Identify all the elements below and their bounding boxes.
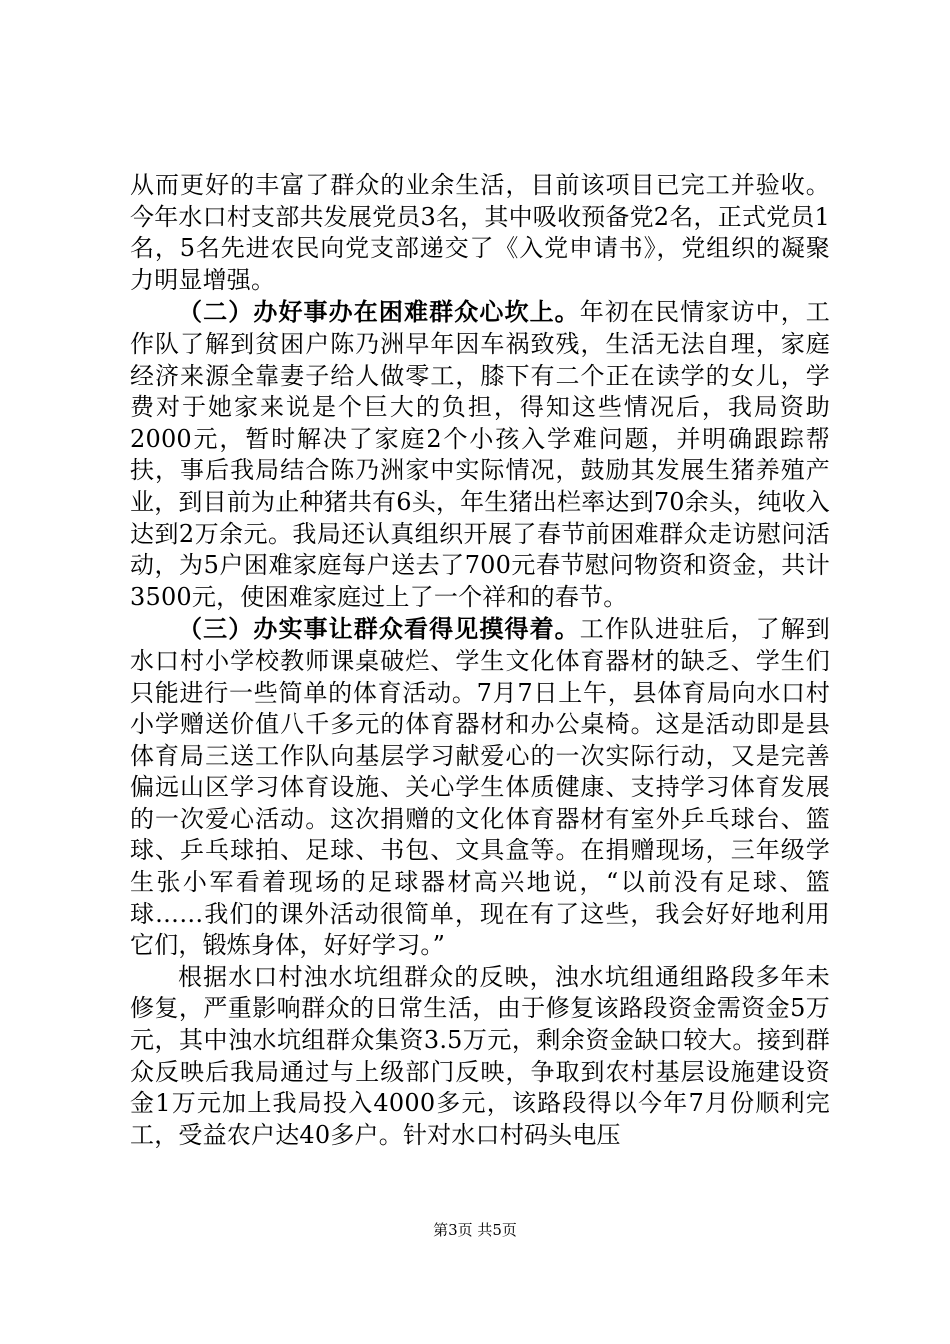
document-body: [130, 170, 830, 1151]
paragraph-2-heading: （二）办好事办在困难群众心坎上。: [178, 297, 580, 327]
paragraph-1-text: 从而更好的丰富了群众的业余生活，目前该项目已完工并验收。今年水口村支部共发展党员3名，其中吸收预备党2名，正式党员1名，5名先进农民向党支部递交了《入党申请书》，党组织的凝聚力明显增强。: [130, 171, 830, 294]
paragraph-3-heading: （三）办实事让群众看得见摸得着。: [178, 614, 580, 644]
paragraph-2: [130, 296, 830, 613]
paragraph-4: [130, 962, 830, 1152]
paragraph-2-text: 年初在民情家访中，工作队了解到贫困户陈乃洲早年因车祸致残，生活无法自理，家庭经济来源全靠妻子给人做零工，膝下有二个正在读学的女儿，学费对于她家来说是个巨大的负担，得知这些情况后，我局资助2000元，暂时解决了家庭2个小孩入学难问题，并明确跟踪帮扶，事后我局结合陈乃洲家中实际情况，鼓励其发展生猪养殖产业，到目前为止种猪共有6头，年生猪出栏率达到70余头，纯收入达到2万余元。我局还认真组织开展了春节前困难群众走访慰问活动，为5户困难家庭每户送去了700元春节慰问物资和资金，共计3500元，使困难家庭过上了一个祥和的春节。: [130, 298, 831, 611]
paragraph-3: [130, 613, 830, 962]
paragraph-1: [130, 170, 830, 296]
page-footer: 第3页 共5页: [433, 1221, 517, 1239]
paragraph-4-text: 根据水口村浊水坑组群众的反映，浊水坑组通组路段多年未修复，严重影响群众的日常生活，由于修复该路段资金需资金5万元，其中浊水坑组群众集资3.5万元，剩余资金缺口较大。接到群众反映后我局通过与上级部门反映，争取到农村基层设施建设资金1万元加上我局投入4000多元，该路段得以今年7月份顺利完工，受益农户达40多户。针对水口村码头电压: [130, 962, 830, 1149]
paragraph-3-text: 工作队进驻后，了解到水口村小学校教师课桌破烂、学生文化体育器材的缺乏、学生们只能进行一些简单的体育活动。7月7日上午，县体育局向水口村小学赠送价值八千多元的体育器材和办公桌椅。这是活动即是县体育局三送工作队向基层学习献爱心的一次实际行动，又是完善偏远山区学习体育设施、关心学生体质健康、支持学习体育发展的一次爱心活动。这次捐赠的文化体育器材有室外乒乓球台、篮球、乒乓球拍、足球、书包、文具盒等。在捐赠现场，三年级学生张小军看着现场的足球器材高兴地说，“以前没有足球、篮球……我们的课外活动很简单，现在有了这些，我会好好地利用它们，锻炼身体，好好学习。”: [130, 615, 831, 960]
